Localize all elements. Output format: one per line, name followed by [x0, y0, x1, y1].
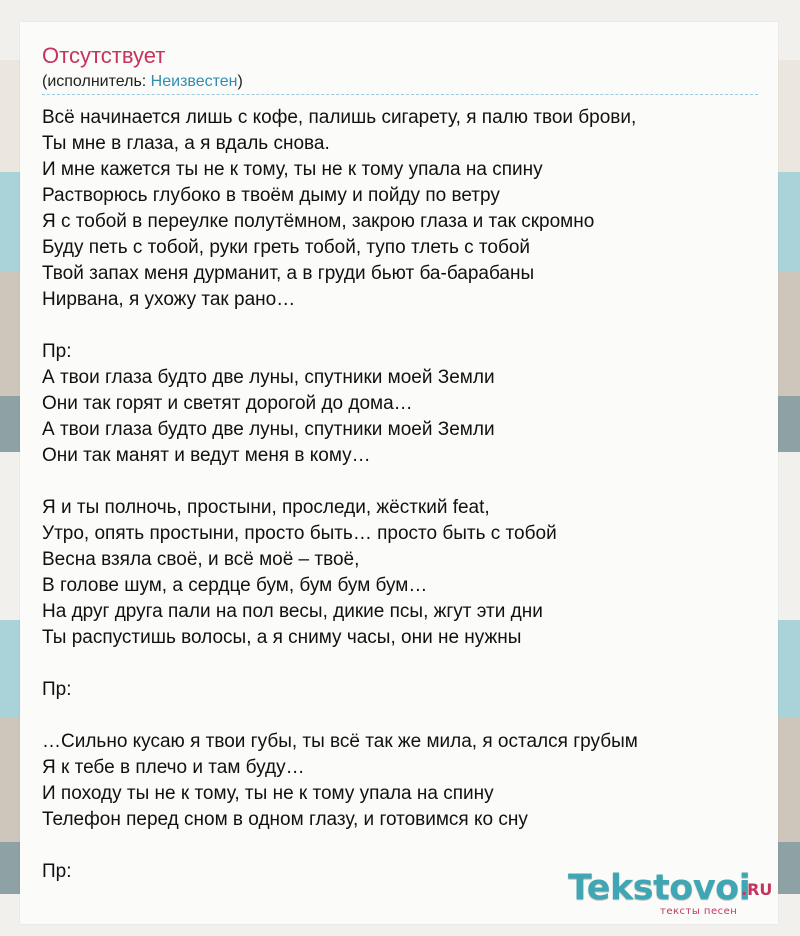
lyrics-text — [42, 105, 758, 885]
lyric-line: А твои глаза будто две луны, спутники моей Земли — [42, 367, 495, 388]
logo-tagline: тексты песен — [660, 906, 738, 917]
lyric-line: Я к тебе в плечо и там буду… — [42, 757, 305, 778]
artist-prefix: (исполнитель: — [42, 73, 151, 90]
lyric-line: Они так манят и ведут меня в кому… — [42, 445, 371, 466]
lyric-line: Растворюсь глубоко в твоём дыму и пойду по ветру — [42, 185, 500, 206]
lyric-line: Пр: — [42, 341, 72, 362]
artist-suffix: ) — [237, 73, 243, 90]
lyric-line — [42, 703, 758, 729]
lyric-line: Утро, опять простыни, просто быть… просто быть с тобой — [42, 523, 557, 544]
lyric-line: Нирвана, я ухожу так рано… — [42, 289, 296, 310]
lyric-line: И мне кажется ты не к тому, ты не к тому упала на спину — [42, 159, 543, 180]
artist-line — [42, 72, 243, 92]
artist-link[interactable]: Неизвестен — [150, 73, 238, 90]
lyric-line: …Сильно кусаю я твои губы, ты всё так же мила, я остался грубым — [42, 731, 638, 752]
lyric-line — [42, 313, 758, 339]
lyric-line: Ты распустишь волосы, а я сниму часы, они не нужны — [42, 627, 522, 648]
lyric-line: А твои глаза будто две луны, спутники моей Земли — [42, 419, 495, 440]
divider — [42, 94, 758, 95]
logo-wordmark: Tekstovoi — [568, 868, 751, 908]
lyric-line: Буду петь с тобой, руки греть тобой, тупо тлеть с тобой — [42, 237, 531, 258]
lyric-line: Всё начинается лишь с кофе, палишь сигарету, я палю твои брови, — [42, 107, 637, 128]
lyric-line: Ты мне в глаза, а я вдаль снова. — [42, 133, 330, 154]
lyric-line: Телефон перед сном в одном глазу, и готовимся ко сну — [42, 809, 528, 830]
logo-domain-suffix: .RU — [741, 880, 773, 899]
lyrics-card — [20, 22, 778, 924]
lyric-line: В голове шум, а сердце бум, бум бум бум… — [42, 575, 428, 596]
lyric-line: Они так горят и светят дорогой до дома… — [42, 393, 413, 414]
lyric-line: Я с тобой в переулке полутёмном, закрою глаза и так скромно — [42, 211, 595, 232]
song-title: Отсутствует — [42, 43, 166, 68]
lyric-line — [42, 833, 758, 859]
lyric-line: На друг друга пали на пол весы, дикие псы, жгут эти дни — [42, 601, 543, 622]
lyric-line — [42, 651, 758, 677]
lyric-line: Пр: — [42, 861, 72, 882]
lyric-line: И походу ты не к тому, ты не к тому упала на спину — [42, 783, 494, 804]
lyric-line: Весна взяла своё, и всё моё – твоё, — [42, 549, 360, 570]
lyric-line — [42, 469, 758, 495]
lyric-line: Твой запах меня дурманит, а в груди бьют ба-барабаны — [42, 263, 535, 284]
lyric-line: Я и ты полночь, простыни, проследи, жёсткий feat, — [42, 497, 490, 518]
lyric-line: Пр: — [42, 679, 72, 700]
site-logo[interactable] — [568, 868, 778, 918]
